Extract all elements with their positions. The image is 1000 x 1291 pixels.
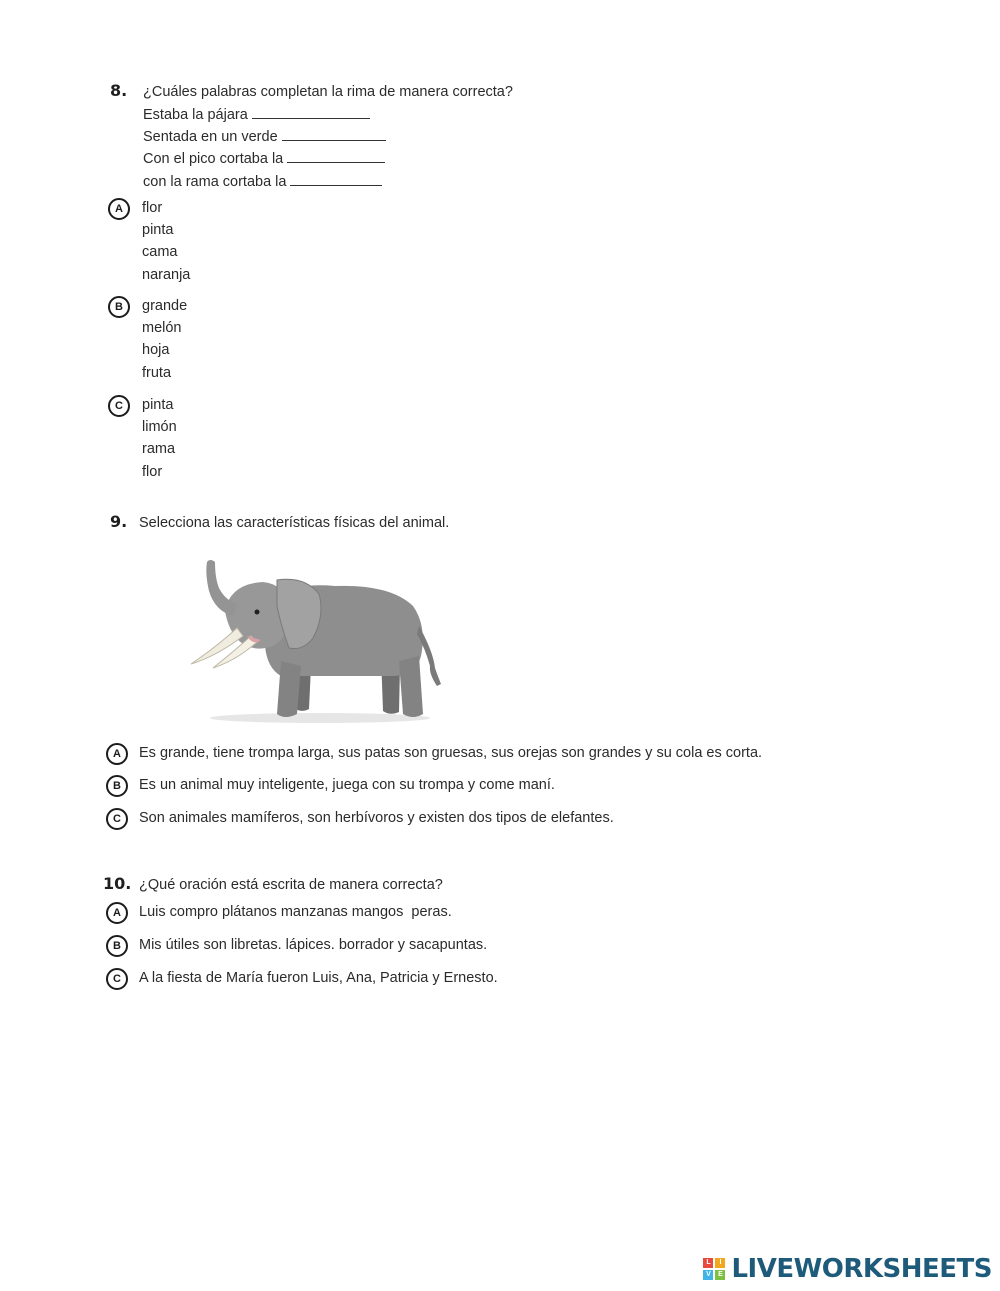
question-9-number: 9.	[110, 512, 128, 531]
rhyme-line-2	[143, 128, 386, 145]
q8-option-b-word-4: fruta	[142, 365, 172, 381]
rhyme-blank-4	[290, 173, 382, 186]
q9-option-b-button[interactable]: B	[106, 775, 128, 797]
q8-option-c-word-2: limón	[142, 419, 177, 435]
logo-text: LIVEWORKSHEETS	[731, 1254, 992, 1284]
q8-option-b-word-1: grande	[142, 298, 188, 314]
q9-option-a-text: Es grande, tiene trompa larga, sus patas son gruesas, sus orejas son grandes y su cola es corta.	[139, 745, 763, 761]
elephant-shadow	[210, 713, 430, 723]
rhyme-blank-3	[287, 150, 385, 163]
q10-option-a-button[interactable]: A	[106, 902, 128, 924]
q8-option-a-word-2: pinta	[142, 222, 174, 238]
elephant-tusk-left	[191, 628, 243, 664]
rhyme-line-2-text: Sentada en un verde	[143, 129, 278, 145]
rhyme-line-4	[143, 173, 382, 190]
question-10-text: ¿Qué oración está escrita de manera correcta?	[139, 877, 443, 893]
q8-option-c-word-4: flor	[142, 464, 163, 480]
logo-block-e: E	[715, 1270, 725, 1280]
rhyme-blank-1	[252, 106, 370, 119]
elephant-eye	[255, 610, 260, 615]
logo-icon	[703, 1258, 725, 1280]
rhyme-line-1-text: Estaba la pájara	[143, 107, 248, 123]
q10-option-c-button[interactable]: C	[106, 968, 128, 990]
question-8-text: ¿Cuáles palabras completan la rima de manera correcta?	[143, 84, 513, 100]
q8-option-c-button[interactable]: C	[108, 395, 130, 417]
rhyme-blank-2	[282, 128, 386, 141]
question-9-text: Selecciona las características físicas del animal.	[139, 515, 450, 531]
rhyme-line-4-text: con la rama cortaba la	[143, 174, 287, 190]
rhyme-line-3-text: Con el pico cortaba la	[143, 151, 284, 167]
q9-option-c-text: Son animales mamíferos, son herbívoros y existen dos tipos de elefantes.	[139, 810, 614, 826]
rhyme-line-1	[143, 106, 370, 123]
q8-option-a-button[interactable]: A	[108, 198, 130, 220]
q8-option-c-word-1: pinta	[142, 397, 174, 413]
q8-option-b-word-3: hoja	[142, 342, 170, 358]
elephant-trunk	[206, 560, 237, 616]
q8-option-b-word-2: melón	[142, 320, 182, 336]
q10-option-c-text: A la fiesta de María fueron Luis, Ana, Patricia y Ernesto.	[139, 970, 498, 986]
logo-block-l: L	[703, 1258, 713, 1268]
question-10-number: 10.	[103, 874, 132, 893]
logo-block-v: V	[703, 1270, 713, 1280]
q9-option-c-button[interactable]: C	[106, 808, 128, 830]
elephant-back-leg-near	[399, 656, 423, 717]
q8-option-c-word-3: rama	[142, 441, 176, 457]
logo-block-i: I	[715, 1258, 725, 1268]
q9-option-b-text: Es un animal muy inteligente, juega con su trompa y come maní.	[139, 777, 555, 793]
q8-option-a-word-1: flor	[142, 200, 163, 216]
question-8-number: 8.	[110, 81, 128, 100]
liveworksheets-logo[interactable]	[703, 1254, 992, 1284]
q8-option-b-button[interactable]: B	[108, 296, 130, 318]
q8-option-a-word-3: cama	[142, 244, 178, 260]
elephant-image	[185, 556, 450, 726]
q10-option-a-text: Luis compro plátanos manzanas mangos peras.	[139, 904, 452, 920]
q8-option-a-word-4: naranja	[142, 267, 191, 283]
q10-option-b-button[interactable]: B	[106, 935, 128, 957]
q10-option-b-text: Mis útiles son libretas. lápices. borrador y sacapuntas.	[139, 937, 488, 953]
rhyme-line-3	[143, 150, 385, 167]
q9-option-a-button[interactable]: A	[106, 743, 128, 765]
elephant-front-leg-near	[277, 661, 301, 717]
